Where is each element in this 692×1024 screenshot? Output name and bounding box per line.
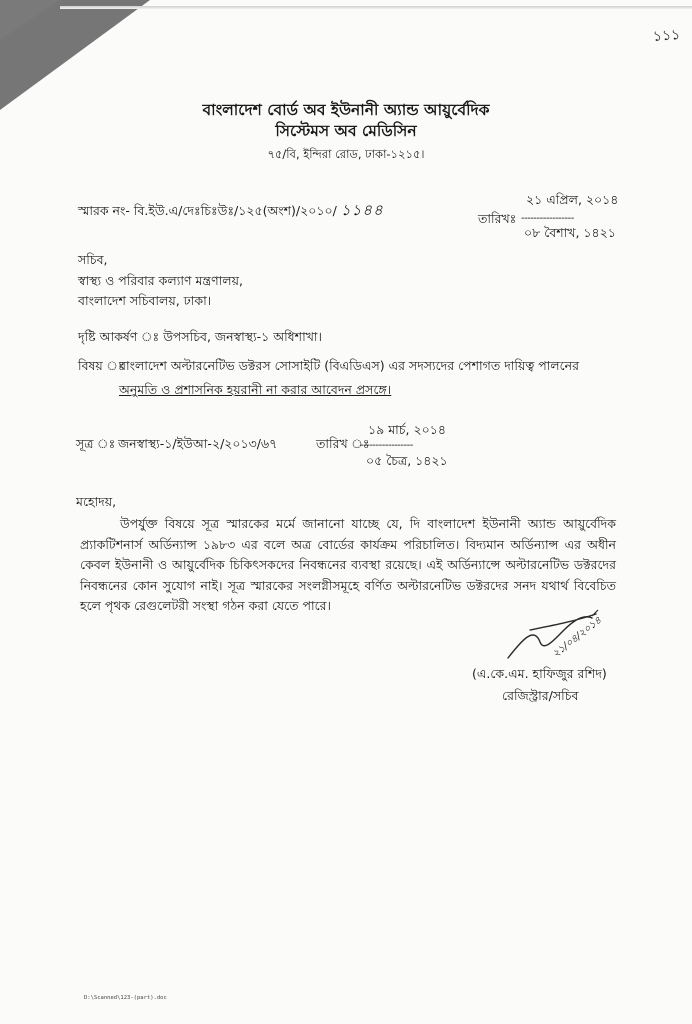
- source-date-gregorian: ১৯ মার্চ, ২০১৪: [368, 422, 446, 437]
- page-number: ১১১: [652, 27, 681, 45]
- memo-reference-label: স্মারক নং- বি.ইউ.এ/দেঃচিঃউঃ/১২৫(অংশ)/২০১০/: [78, 203, 337, 218]
- subject-line2: অনুমতি ও প্রশাসনিক হয়রানী না করার আবেদন প্রসঙ্গে।: [119, 382, 392, 397]
- recipient-line2: স্বাস্থ্য ও পরিবার কল্যাণ মন্ত্রণালয়,: [78, 273, 243, 288]
- file-path-footer: D:\Scanned\123-(part).doc: [84, 995, 167, 1001]
- memo-date-divider: -----------------: [521, 213, 574, 224]
- source-reference: জনস্বাস্থ্য-১/ইউআ-২/২০১৩/৬৭: [118, 436, 278, 451]
- memo-date-bengali: ০৮ বৈশাখ, ১৪২১: [524, 225, 616, 240]
- recipient-line1: সচিব,: [78, 252, 108, 267]
- source-label: সূত্র ঃ: [76, 436, 116, 451]
- signature-date: ২১/০৪/২০১৪: [550, 615, 604, 660]
- memo-reference-number: ১১৪৪: [340, 201, 384, 219]
- source-date-bengali: ০৫ চৈত্র, ১৪২১: [366, 453, 448, 468]
- recipient-line3: বাংলাদেশ সচিবালয়, ঢাকা।: [78, 293, 212, 308]
- scan-corner-fold: [0, 0, 60, 40]
- org-name-line2: সিস্টেমস অব মেডিসিন: [275, 122, 417, 140]
- memo-date-label: তারিখঃ: [478, 211, 517, 226]
- org-name-line1: বাংলাদেশ বোর্ড অব ইউনানী অ্যান্ড আয়ুর্বেদিক: [202, 101, 490, 119]
- signatory-title: রেজিস্ট্রার/সচিব: [502, 688, 579, 703]
- source-date-divider: -----------------: [360, 440, 413, 451]
- salutation: মহোদয়,: [76, 494, 117, 509]
- letter-body: উপর্যুক্ত বিষয়ে সূত্র স্মারকের মর্মে জানানো যাচ্ছে যে, দি বাংলাদেশ ইউনানী অ্যান্ড আয়ুর্বেদিক প্র্যাকটিশনার্স অর্ডিন্যান্স ১৯৮৩ এর বলে অত্র বোর্ডের কার্যক্রম পরিচালিত। বিদ্যমান অর্ডিন্যান্স এর অধীন কেবল ইউনানী ও আয়ুর্বেদিক চিকিৎসকদের নিবন্ধনের ব্যবস্থা রয়েছে। এই অর্ডিন্যান্সে অল্টারনেটিভ ডক্টরদের নিবন্ধনের কোন সুযোগ নাই। সূত্র স্মারকের সংলগ্নীসমূহে বর্ণিত অল্টারনেটিভ ডক্টরদের সনদ যথার্থ বিবেচিত হলে পৃথক রেগুলেটরী সংস্থা গঠন করা যেতে পারে।: [80, 516, 616, 613]
- scan-top-edge: [60, 6, 692, 9]
- signatory-name: (এ.কে.এম. হাফিজুর রশিদ): [472, 666, 607, 681]
- org-address: ৭৫/বি, ইন্দিরা রোড, ঢাকা-১২১৫।: [267, 147, 425, 161]
- memo-date-gregorian: ২১ এপ্রিল, ২০১৪: [526, 192, 619, 207]
- subject-label: বিষয় ঃ: [78, 358, 125, 373]
- attention-line: দৃষ্টি আকর্ষণ ঃ উপসচিব, জনস্বাস্থ্য-১ অধিশাখা।: [78, 329, 322, 344]
- subject-line1: বাংলাদেশ অল্টারনেটিভ ডক্টরস সোসাইটি (বিএডিএস) এর সদস্যদের পেশাগত দায়িত্ব পালনের: [119, 358, 579, 373]
- memo-reference: [78, 203, 384, 218]
- source-date-label: তারিখ ঃ: [316, 436, 370, 451]
